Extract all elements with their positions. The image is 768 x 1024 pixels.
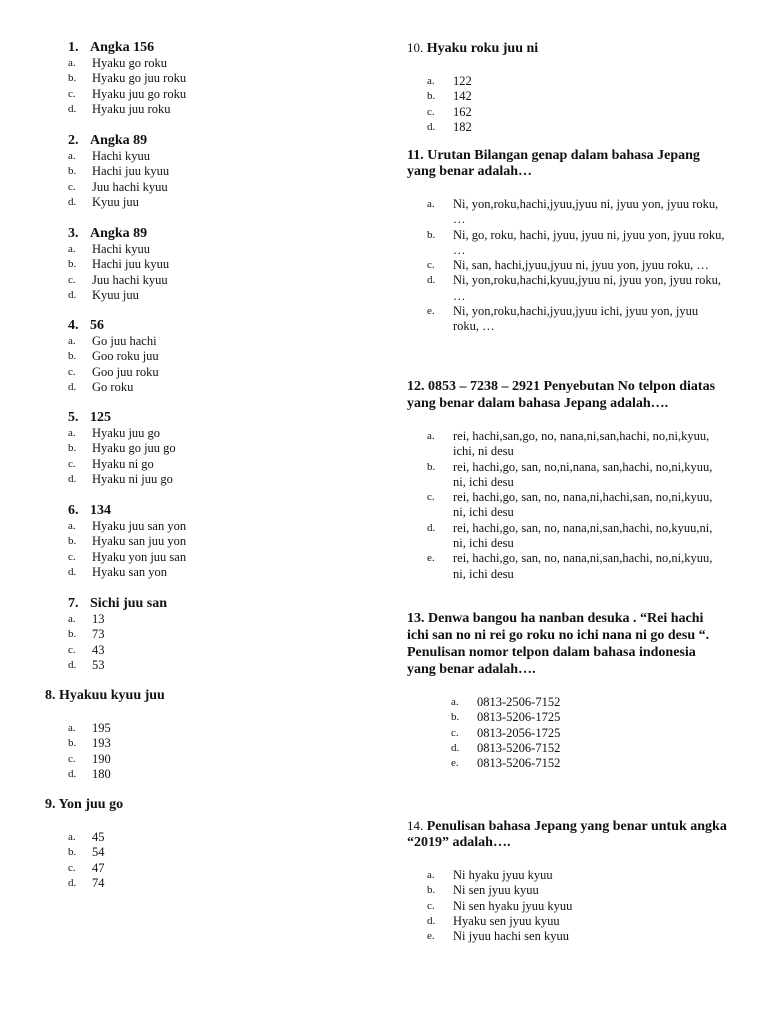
option-letter: b.	[68, 165, 77, 178]
option-text: 74	[92, 875, 105, 890]
option[interactable]	[68, 627, 368, 642]
option-letter: b.	[68, 442, 77, 455]
option-letter: a.	[68, 57, 76, 69]
question-number: 2.	[68, 133, 79, 148]
option[interactable]	[68, 195, 368, 210]
question-2	[68, 133, 368, 210]
option[interactable]	[407, 273, 727, 304]
option[interactable]	[68, 273, 368, 288]
option-letter: e.	[427, 305, 435, 318]
option-text: Hyaku sen jyuu kyuu	[453, 913, 560, 928]
option[interactable]	[68, 457, 368, 472]
option[interactable]	[45, 830, 365, 845]
option-letter: d.	[451, 741, 460, 754]
question-7	[68, 596, 368, 673]
option-letter: d.	[68, 565, 77, 578]
option[interactable]	[68, 658, 368, 673]
option-letter: a.	[427, 430, 435, 442]
option[interactable]	[45, 736, 365, 751]
question-14	[407, 818, 727, 944]
option-text: Ni, yon,roku,hachi,jyuu,jyuu ichi, jyuu yon, jyuu roku, …	[453, 304, 699, 334]
option-text: Hyaku go juu roku	[92, 71, 187, 86]
option[interactable]	[407, 304, 727, 335]
option-text: 162	[453, 104, 472, 119]
option[interactable]	[68, 56, 368, 71]
option-text: rei, hachi,go, san, no, nana,ni,hachi,san, no,ni,kyuu, ni, ichi desu	[453, 490, 713, 520]
option[interactable]	[45, 752, 365, 767]
option-letter: b.	[68, 258, 77, 271]
question-number: 7.	[68, 596, 79, 611]
option-text: Go roku	[92, 379, 134, 394]
option[interactable]	[407, 756, 727, 771]
option-letter: b.	[68, 737, 77, 750]
option[interactable]	[407, 929, 727, 944]
option[interactable]	[407, 228, 727, 259]
option[interactable]	[68, 87, 368, 102]
question-title: Hyaku roku juu ni	[426, 41, 539, 56]
option-letter: e.	[427, 930, 435, 943]
option-text: 45	[92, 830, 105, 844]
question-9	[45, 797, 365, 891]
option-letter: d.	[68, 288, 77, 301]
option[interactable]	[68, 519, 368, 534]
option[interactable]	[68, 565, 368, 580]
option-text: Hyaku juu go roku	[92, 86, 187, 101]
option[interactable]	[407, 710, 727, 725]
question-title: Urutan Bilangan genap dalam bahasa Jepang yang benar adalah…	[407, 148, 700, 179]
option-text: 0813-2506-7152	[477, 695, 561, 709]
option[interactable]	[407, 490, 727, 521]
option-text: Ni, san, hachi,jyuu,jyuu ni, jyuu yon, jyuu roku, …	[453, 258, 709, 273]
option-letter: d.	[68, 876, 77, 889]
option-letter: c.	[427, 105, 435, 118]
option-text: 0813-5206-7152	[477, 756, 561, 771]
option-text: rei, hachi,go, san, no, nana,ni,san,hachi, no,ni,kyuu, ni, ichi desu	[453, 551, 713, 581]
question-number: 14.	[407, 818, 424, 833]
option[interactable]	[407, 695, 727, 710]
question-title: Hyakuu kyuu juu	[59, 688, 165, 703]
question-number: 3.	[68, 226, 79, 241]
question-title: Angka 156	[90, 40, 155, 55]
option-text: Ni sen jyuu kyuu	[453, 883, 539, 898]
option-letter: d.	[68, 102, 77, 115]
option-text: Hachi juu kyuu	[92, 164, 170, 179]
option-text: Hachi juu kyuu	[92, 257, 170, 272]
option-letter: b.	[68, 628, 77, 641]
option-text: Juu hachi kyuu	[92, 179, 168, 194]
question-number: 8.	[45, 688, 56, 703]
option-letter: d.	[68, 380, 77, 393]
option[interactable]	[45, 767, 365, 782]
option[interactable]	[68, 534, 368, 549]
option-letter: a.	[68, 427, 76, 439]
option-letter: c.	[68, 861, 76, 874]
question-title: 56	[90, 318, 104, 333]
option[interactable]	[68, 180, 368, 195]
option[interactable]	[45, 861, 365, 876]
question-8	[45, 688, 365, 782]
option-letter: c.	[427, 899, 435, 912]
option-letter: d.	[68, 658, 77, 671]
question-number: 6.	[68, 503, 79, 518]
question-title: Angka 89	[90, 226, 148, 241]
option[interactable]	[407, 460, 727, 491]
option-letter: c.	[451, 726, 459, 739]
option-text: Ni sen hyaku jyuu kyuu	[453, 898, 573, 913]
option[interactable]	[68, 365, 368, 380]
option[interactable]	[407, 741, 727, 756]
option-text: 193	[92, 736, 111, 751]
option-letter: c.	[68, 273, 76, 286]
question-number: 9.	[45, 797, 56, 812]
question-title: Sichi juu san	[90, 596, 168, 611]
question-number: 12.	[407, 379, 425, 394]
option-text: 0813-2056-1725	[477, 725, 561, 740]
option-letter: c.	[68, 180, 76, 193]
option-text: 142	[453, 89, 472, 104]
option-text: Ni jyuu hachi sen kyuu	[453, 929, 569, 944]
option[interactable]	[407, 429, 727, 460]
option-text: Hyaku san yon	[92, 564, 167, 579]
option-letter: d.	[427, 274, 436, 287]
option-letter: a.	[451, 696, 459, 708]
option-letter: b.	[68, 846, 77, 859]
option-letter: d.	[68, 767, 77, 780]
option-letter: b.	[68, 72, 77, 85]
option[interactable]	[407, 521, 727, 552]
option-letter: a.	[68, 613, 76, 625]
option-letter: d.	[68, 195, 77, 208]
option-letter: b.	[68, 535, 77, 548]
option-letter: a.	[68, 520, 76, 532]
option-text: 180	[92, 766, 111, 781]
option-text: Go juu hachi	[92, 334, 157, 348]
option-text: 54	[92, 845, 105, 860]
option-letter: a.	[427, 75, 435, 87]
option[interactable]	[68, 334, 368, 349]
option[interactable]	[45, 876, 365, 891]
option[interactable]	[68, 643, 368, 658]
option-text: Ni hyaku jyuu kyuu	[453, 868, 553, 882]
option-letter: c.	[68, 550, 76, 563]
option[interactable]	[68, 550, 368, 565]
question-5	[68, 410, 368, 487]
option-text: Hyaku ni juu go	[92, 471, 173, 486]
option-letter: a.	[68, 722, 76, 734]
option-text: 182	[453, 119, 472, 134]
option-letter: d.	[427, 914, 436, 927]
question-11	[407, 148, 727, 335]
option-letter: b.	[427, 228, 436, 241]
question-title: Penulisan bahasa Jepang yang benar untuk angka “2019” adalah….	[407, 819, 727, 850]
option[interactable]	[68, 257, 368, 272]
question-4	[68, 318, 368, 395]
option-letter: b.	[451, 711, 460, 724]
option[interactable]	[68, 441, 368, 456]
option-letter: c.	[68, 752, 76, 765]
option-text: Ni, go, roku, hachi, jyuu, jyuu ni, jyuu yon, jyuu roku, …	[453, 227, 725, 257]
option-text: Kyuu juu	[92, 194, 139, 209]
option[interactable]	[407, 868, 727, 883]
option-text: Hyaku juu go	[92, 426, 161, 440]
option-letter: e.	[451, 757, 459, 770]
option[interactable]	[68, 612, 368, 627]
question-10	[407, 40, 727, 135]
option-letter: a.	[68, 243, 76, 255]
option-letter: b.	[427, 90, 436, 103]
option-text: Juu hachi kyuu	[92, 272, 168, 287]
option-letter: d.	[427, 521, 436, 534]
option-text: rei, hachi,go, san, no, nana,ni,san,hachi, no,kyuu,ni, ni, ichi desu	[453, 520, 713, 551]
question-number: 1.	[68, 40, 79, 55]
option-letter: a.	[427, 198, 435, 210]
option[interactable]	[407, 258, 727, 273]
option[interactable]	[407, 89, 727, 104]
option[interactable]	[68, 472, 368, 487]
option[interactable]	[407, 197, 727, 228]
option-text: 47	[92, 860, 105, 875]
option-text: 13	[92, 612, 105, 626]
option-text: rei, hachi,go, san, no,ni,nana, san,hachi, no,ni,kyuu, ni, ichi desu	[453, 459, 713, 489]
option[interactable]	[68, 380, 368, 395]
option-text: 0813-5206-1725	[477, 710, 561, 725]
question-13	[407, 610, 727, 771]
option-letter: d.	[427, 120, 436, 133]
question-title: Angka 89	[90, 133, 148, 148]
question-title: 134	[90, 503, 111, 518]
question-title: Denwa bangou ha nanban desuka . “Rei hachi ichi san no ni rei go roku no ichi nana ni go desu “. Penulisan nomor telpon dalam bahasa indonesia yang benar adalah….	[407, 611, 710, 677]
option-letter: c.	[427, 259, 435, 272]
option[interactable]	[407, 74, 727, 89]
question-number: 10.	[407, 40, 424, 55]
option-text: Hachi kyuu	[92, 149, 150, 163]
option[interactable]	[68, 71, 368, 86]
option[interactable]	[68, 242, 368, 257]
option-text: 73	[92, 627, 105, 642]
question-6	[68, 503, 368, 580]
option[interactable]	[407, 120, 727, 135]
option[interactable]	[68, 349, 368, 364]
option-text: Kyuu juu	[92, 287, 139, 302]
option[interactable]	[407, 551, 727, 582]
option-text: 195	[92, 721, 111, 735]
option[interactable]	[407, 899, 727, 914]
option-letter: c.	[68, 87, 76, 100]
question-number: 13.	[407, 611, 425, 626]
option[interactable]	[68, 149, 368, 164]
question-title: 125	[90, 410, 111, 425]
option[interactable]	[68, 102, 368, 117]
option[interactable]	[68, 426, 368, 441]
option-text: Ni, yon,roku,hachi,kyuu,jyuu ni, jyuu yon, jyuu roku, …	[453, 273, 722, 303]
option-text: Hyaku yon juu san	[92, 549, 187, 564]
option[interactable]	[45, 845, 365, 860]
question-12	[407, 378, 727, 582]
option[interactable]	[45, 721, 365, 736]
option-text: Goo juu roku	[92, 364, 159, 379]
option-text: Ni, yon,roku,hachi,jyuu,jyuu ni, jyuu yon, jyuu roku, …	[453, 197, 719, 227]
option-text: 0813-5206-7152	[477, 740, 561, 755]
option-text: Hyaku go roku	[92, 56, 167, 70]
option-text: Hyaku san juu yon	[92, 534, 187, 549]
option[interactable]	[407, 726, 727, 741]
option-text: Hyaku juu roku	[92, 101, 171, 116]
option-letter: c.	[68, 457, 76, 470]
question-number: 4.	[68, 318, 79, 333]
option[interactable]	[68, 288, 368, 303]
option-text: rei, hachi,san,go, no, nana,ni,san,hachi, no,ni,kyuu, ichi, ni desu	[453, 429, 710, 459]
option-letter: b.	[427, 460, 436, 473]
option-letter: d.	[68, 472, 77, 485]
option-letter: a.	[68, 831, 76, 843]
option-text: 190	[92, 751, 111, 766]
question-number: 11.	[407, 148, 424, 163]
question-title: 0853 – 7238 – 2921 Penyebutan No telpon diatas yang benar dalam bahasa Jepang adalah….	[407, 379, 716, 411]
question-1	[68, 40, 368, 117]
option-letter: c.	[68, 365, 76, 378]
option-text: 43	[92, 642, 105, 657]
option-letter: a.	[68, 335, 76, 347]
option-letter: a.	[68, 150, 76, 162]
option-letter: a.	[427, 869, 435, 881]
question-number: 5.	[68, 410, 79, 425]
option[interactable]	[68, 164, 368, 179]
option-text: Hyaku juu san yon	[92, 519, 187, 533]
option-letter: b.	[68, 350, 77, 363]
option-letter: e.	[427, 552, 435, 565]
option-text: Hyaku go juu go	[92, 441, 176, 456]
option-text: 53	[92, 657, 105, 672]
option[interactable]	[407, 105, 727, 120]
option[interactable]	[407, 914, 727, 929]
option-letter: c.	[427, 491, 435, 504]
option-text: 122	[453, 74, 472, 88]
option[interactable]	[407, 883, 727, 898]
option-text: Goo roku juu	[92, 349, 159, 364]
option-letter: b.	[427, 884, 436, 897]
question-title: Yon juu go	[58, 797, 124, 812]
option-letter: c.	[68, 643, 76, 656]
option-text: Hyaku ni go	[92, 456, 154, 471]
option-text: Hachi kyuu	[92, 242, 150, 256]
question-3	[68, 226, 368, 303]
